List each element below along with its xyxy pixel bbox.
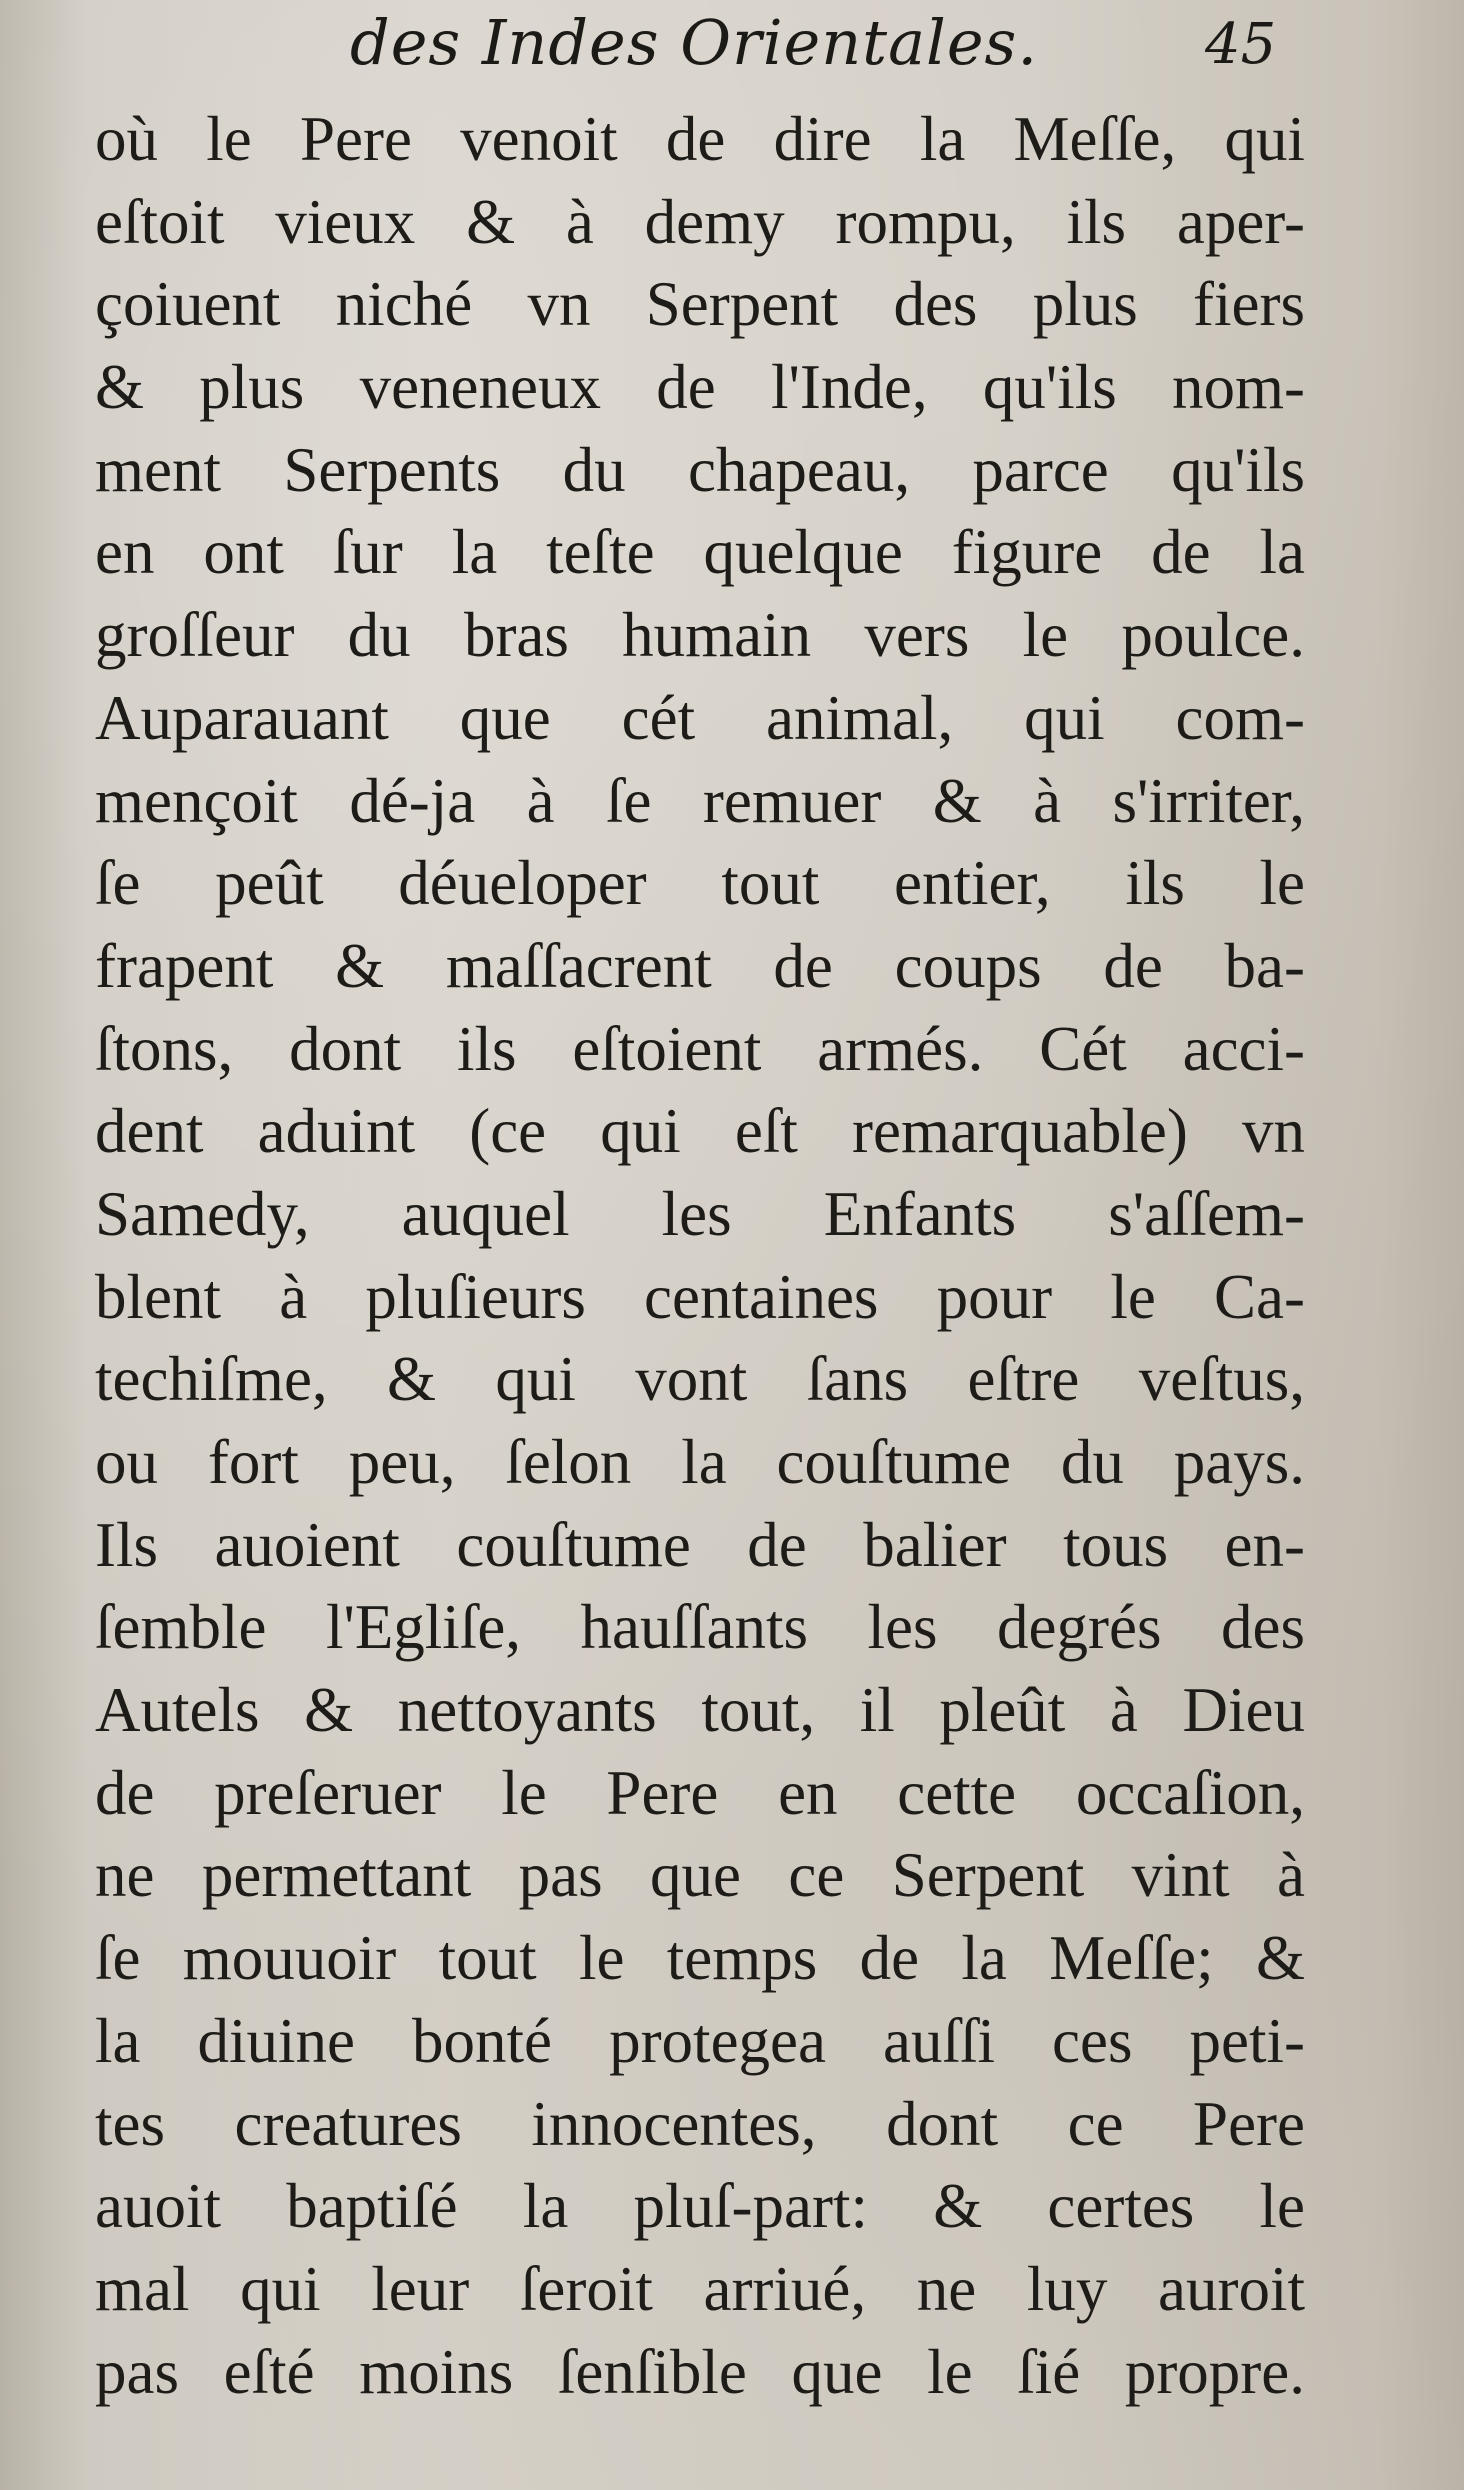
text-line: ſtons, dont ils eſtoient armés. Cét acci- [95,1013,1305,1084]
text-line: techiſme, & qui vont ſans eſtre veſtus, [95,1344,1305,1415]
text-line: mal qui leur ſeroit arriué, ne luy auroit [95,2253,1305,2324]
text-line: ſe mouuoir tout le temps de la Meſſe; & [95,1923,1305,1994]
text-line: Samedy, auquel les Enfants s'aſſem- [95,1178,1305,1249]
text-line: auoit baptiſé la pluſ-part: & certes le [95,2171,1305,2242]
text-line: de preſeruer le Pere en cette occaſion, [95,1757,1305,1828]
body-text [95,98,1305,2413]
text-line: ſemble l'Egliſe, hauſſants les degrés des [95,1592,1305,1663]
text-line: blent à pluſieurs centaines pour le Ca- [95,1261,1305,1332]
text-line: ou fort peu, ſelon la couſtume du pays. [95,1427,1305,1497]
text-line: Auparauant que cét animal, qui com- [95,682,1305,753]
running-head-title: des Indes Orientales. [350,6,1039,79]
running-head [0,6,1464,86]
text-line: pas eſté moins ſenſible que le ſié propre. [95,2336,1305,2407]
text-line: dent aduint (ce qui eſt remarquable) vn [95,1096,1305,1167]
text-line: en ont ſur la teſte quelque figure de la [95,517,1305,588]
text-line: mençoit dé-ja à ſe remuer & à s'irriter, [95,765,1305,836]
text-line: où le Pere venoit de dire la Meſſe, qui [95,104,1305,174]
text-line: ne permettant pas que ce Serpent vint à [95,1840,1305,1911]
text-line: Ils auoient couſtume de balier tous en- [95,1509,1305,1580]
text-line: la diuine bonté protegea auſſi ces peti- [95,2005,1305,2076]
text-line: ſe peût déueloper tout entier, ils le [95,848,1305,919]
text-line: Autels & nettoyants tout, il pleût à Dieu [95,1675,1305,1746]
text-line: frapent & maſſacrent de coups de ba- [95,930,1305,1001]
text-line: tes creatures innocentes, dont ce Pere [95,2088,1305,2159]
text-line: & plus veneneux de l'Inde, qu'ils nom- [95,352,1305,423]
text-line: groſſeur du bras humain vers le poulce. [95,600,1305,671]
text-line: ment Serpents du chapeau, parce qu'ils [95,434,1305,505]
page-number: 45 [1205,12,1277,77]
text-line: çoiuent niché vn Serpent des plus fiers [95,269,1305,340]
text-line: eſtoit vieux & à demy rompu, ils aper- [95,186,1305,257]
